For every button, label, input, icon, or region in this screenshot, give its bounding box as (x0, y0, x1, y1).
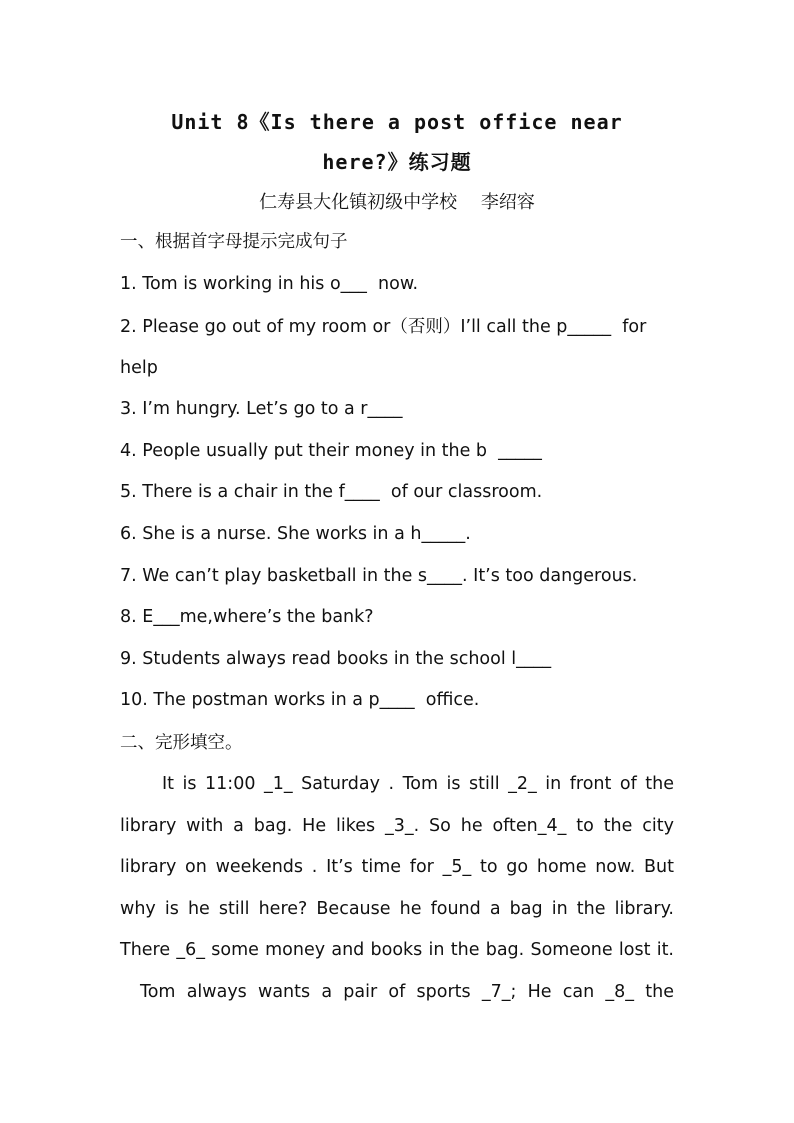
author-line: 仁寿县大化镇初级中学校 李绍容 (259, 192, 535, 213)
section-heading-2: 二、完形填空。 (120, 733, 243, 753)
cloze-line: There _6_ some money and books in the bag. Someone lost it. (120, 940, 674, 960)
list-item: 5. There is a chair in the f____ of our classroom. (120, 482, 543, 502)
cloze-line: It is 11:00 _1_ Saturday . Tom is still _2_ in front of the (162, 774, 674, 794)
list-item: 6. She is a nurse. She works in a h_____. (120, 524, 471, 544)
list-item: 7. We can’t play basketball in the s____. It’s too dangerous. (120, 566, 638, 586)
cloze-line: library on weekends . It’s time for _5_ to go home now. But (120, 857, 674, 877)
list-item: 9. Students always read books in the school l____ (120, 649, 552, 669)
page-title-line-1: Unit 8《Is there a post office near (171, 110, 623, 134)
list-item: 3. I’m hungry. Let’s go to a r____ (120, 399, 403, 419)
cloze-line: library with a bag. He likes _3_. So he often_4_ to the city (120, 816, 674, 836)
page-title-line-2: here?》练习题 (322, 150, 472, 174)
section-heading-1: 一、根据首字母提示完成句子 (120, 232, 348, 252)
cloze-line: Tom always wants a pair of sports _7_; He can _8_ the (140, 982, 674, 1002)
list-item: help (120, 358, 158, 378)
list-item: 8. E___me,where’s the bank? (120, 607, 374, 627)
list-item: 10. The postman works in a p____ office. (120, 690, 480, 710)
list-item: 1. Tom is working in his o___ now. (120, 274, 419, 294)
list-item: 2. Please go out of my room or（否则）I’ll call the p_____ for (120, 317, 647, 337)
cloze-line: why is he still here? Because he found a bag in the library. (120, 899, 674, 919)
list-item: 4. People usually put their money in the b _____ (120, 441, 542, 461)
